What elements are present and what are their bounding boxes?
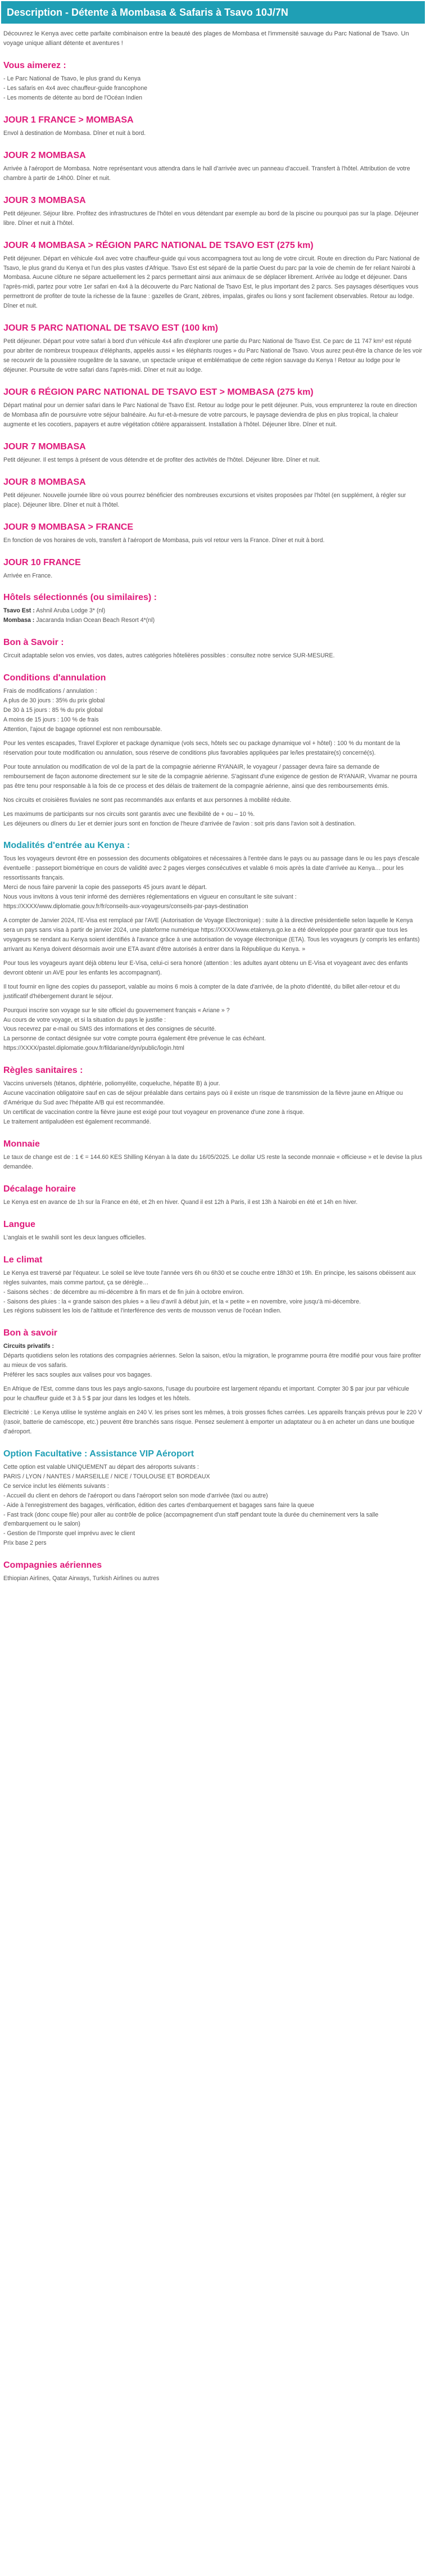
section-title: Compagnies aériennes	[3, 1560, 102, 1571]
list-item: Ce service inclut les éléments suivants :	[3, 1482, 109, 1490]
section-title: Décalage horaire	[3, 1184, 76, 1194]
section-text: Le Kenya est en avance de 1h sur la France en été, et 2h en hiver. Quand il est 12h à Paris, il est 13h à Nairobi en été et 14h en hiver.	[3, 1198, 358, 1206]
hotel-label: Tsavo Est :	[3, 607, 35, 615]
day-text: Petit déjeuner. Il est temps à présent de vous détendre et de profiter des activités de l'hôtel. Déjeuner libre. Dîner et nuit.	[3, 456, 320, 463]
list-item: A moins de 15 jours : 100 % de frais	[3, 716, 99, 724]
list-item: - Aide à l'enregistrement des bagages, vérification, édition des cartes d'embarquement et bagages sans faire la queue	[3, 1501, 314, 1509]
text-label: Circuits privatifs :	[3, 1343, 55, 1350]
section-text	[1, 1342, 425, 1380]
section-hotels	[1, 593, 425, 625]
section-annulation	[1, 673, 425, 828]
section-text: Pour toute annulation ou modification de vol de la part de la compagnie aérienne RYANAIR, le voyageur / passager devra faire sa demande de remboursement de façon autonome directement sur le site de la compagnie aérienne. S'agissant d'une exigence de gestion de RYANAIR, Vivamar ne pourra pas être tenu pour responsable à la fois de ce process et des délais de traitement de la compagnie aérienne, ainsi que des remboursements émis.	[3, 763, 418, 790]
section-sanitaires	[1, 1066, 425, 1127]
hotel-value: Jacaranda Indian Ocean Beach Resort 4*(nl)	[34, 617, 155, 624]
ariane-link[interactable]: https://XXXX/pastel.diplomatie.gouv.fr/fildariane/dyn/public/login.html	[3, 1045, 184, 1052]
day-text: Départ matinal pour un dernier safari dans le Parc National de Tsavo Est. Retour au lodge pour le petit déjeuner. Puis, vous emprunterez la route en direction de Mombasa afin de poursuivre votre séjour balnéaire. Au fur-et-à-mesure de votre parcours, le paysage deviendra de plus en plus tropical, la chaleur augmente et les cocotiers, papayers et autre végétation côtière apparaissent. Installation à l'hôtel. Déjeuner libre. Dîner et nuit.	[3, 401, 417, 428]
aimerez-list	[1, 74, 425, 103]
day-text: Petit déjeuner. Séjour libre. Profitez des infrastructures de l'hôtel en vous détendant par exemple au bord de la piscine ou pourquoi pas sur la plage. Déjeuner libre. Dîner et nuit à l'hôtel.	[3, 210, 419, 227]
day-text: En fonction de vos horaires de vols, transfert à l'aéroport de Mombasa, puis vol retour vers la France. Dîner et nuit à bord.	[3, 536, 325, 544]
section-climat	[1, 1255, 425, 1316]
list-item: Attention, l'ajout de bagage optionnel est non remboursable.	[3, 726, 162, 733]
section-text	[1, 854, 425, 912]
day-2	[1, 151, 425, 183]
page-title-banner: Description - Détente à Mombasa & Safaris à Tsavo 10J/7N	[1, 1, 425, 24]
annulation-list	[1, 687, 425, 734]
day-title: JOUR 5 PARC NATIONAL DE TSAVO EST (100 km)	[3, 323, 218, 333]
section-vip	[1, 1449, 425, 1548]
section-text	[1, 1079, 425, 1127]
text-line: Départs quotidiens selon les rotations des compagnies aériennes. Selon la saison, et/ou la migration, le programme pourra être modifié pour vous faire profiter au mieux de vos safaris.	[3, 1352, 422, 1369]
text-line: Le traitement antipaludéen est également recommandé.	[3, 1118, 151, 1126]
hotel-value: Ashnil Aruba Lodge 3* (nl)	[34, 607, 106, 615]
list-item: - Gestion de l'Imporste quel imprévu avec le client	[3, 1530, 135, 1537]
text-line: Le Kenya est traversé par l'équateur. Le soleil se lève toute l'année vers 6h ou 6h30 et se couche entre 18h30 et 19h. En principe, les saisons obéissent aux règles suivantes, mais comme partout, ça se dérègle…	[3, 1269, 416, 1286]
section-text: En Afrique de l'Est, comme dans tous les pays anglo-saxons, l'usage du pourboire est largement répandu et important. Compter 30 $ par jour par véhicule pour le chauffeur guide et 3 à 5 $ par jour dans les lodges et les hôtels.	[3, 1386, 409, 1402]
text-line: Nous vous invitons à vous tenir informé des dernières réglementations en vigueur en consultant le site suivant : https://XXXX/www.diplomatie.gouv.fr/fr/conseils-aux-voyageurs/conseils-par-pays-destination	[3, 894, 297, 910]
text-line: Tous les voyageurs devront être en possession des documents obligatoires et nécessaires à l'entrée dans le pays ou au passage dans le ou les pays d'escale éventuelle : passeport biométrique en cours de validité avec 2 pages vierges consécutives et valable 6 mois après la date d'arrivée au Kenya… pour les ressortissants français.	[3, 855, 420, 882]
section-title: Modalités d'entrée au Kenya :	[3, 841, 130, 851]
section-bon-savoir	[1, 638, 425, 661]
hotels-text	[1, 606, 425, 625]
section-text: Circuit adaptable selon vos envies, vos dates, autres catégories hôtelières possibles : consultez notre service SUR-MESURE.	[3, 652, 335, 660]
day-title: JOUR 4 MOMBASA > RÉGION PARC NATIONAL DE TSAVO EST (275 km)	[3, 240, 314, 250]
day-title: JOUR 8 MOMBASA	[3, 477, 86, 487]
day-10	[1, 558, 425, 581]
day-text: Petit déjeuner. Nouvelle journée libre où vous pourrez bénéficier des nombreuses excursions et visites proposées par l'hôtel (en supplément, à régler sur place). Déjeuner libre. Dîner et nuit à l'hôtel.	[3, 491, 406, 508]
text-line: Merci de nous faire parvenir la copie des passeports 45 jours avant le départ.	[3, 884, 207, 891]
day-8	[1, 477, 425, 510]
section-monnaie	[1, 1139, 425, 1172]
section-text: Electricité : Le Kenya utilise le système anglais en 240 V. les prises sont les mêmes, à trois grosses fiches carrées. Les appareils français prévus pour le 220 V (rasoir, batterie de caméscope, etc.) peuvent être branchés sans risque. Pensez seulement à emporter un adaptateur ou à en acheter un dans une boutique d'aéroport.	[3, 1409, 423, 1435]
section-text: A compter de Janvier 2024, l'E-Visa est remplacé par l'AVE (Autorisation de Voyage Electronique) : suite à la directive présidentielle selon laquelle le Kenya sera un pays sans visa à partir de janvier 2024, une plateforme numérique https://XXXX/www.etakenya.go.ke a été développée pour garantir que tous les voyageurs se rendant au Kenya soient identifiés à l'avance grâce à une autorisation de voyage électronique (ETA). Tous les voyageurs (y compris les enfants) arrivant au Kenya doivent désormais avoir une ETA avant d'être autorisés à entrer dans la République du Kenya. »	[3, 917, 420, 953]
section-modalites	[1, 841, 425, 1053]
section-bon-savoir-2	[1, 1328, 425, 1436]
section-title: Bon à savoir	[3, 1328, 58, 1338]
day-4	[1, 241, 425, 312]
day-6	[1, 387, 425, 430]
section-title: Le climat	[3, 1255, 43, 1265]
text-line: Préférer les sacs souples aux valises pour vos bagages.	[3, 1372, 152, 1379]
list-item: A plus de 30 jours : 35% du prix global	[3, 697, 105, 705]
list-item: Frais de modifications / annulation :	[3, 688, 97, 695]
day-7	[1, 442, 425, 465]
section-text: Il tout fournir en ligne des copies du passeport, valable au moins 6 mois à compter de la date d'arrivée, de la photo d'identité, du billet aller-retour et du justificatif d'hébergement durant le séjour.	[3, 983, 400, 1000]
day-text: Petit déjeuner. Départ en véhicule 4x4 avec votre chauffeur-guide qui vous accompagnera tout au long de votre circuit. Route en direction du Parc National de Tsavo, le plus grand du Kenya et l'un des plus vastes d'Afrique. Tsavo Est est séparé de la partie Ouest du parc par la voie de chemin de fer reliant Nairobi à Mombasa. Aucune clôture ne sépare actuellement les 2 parcs permettant ainsi aux animaux de se déplacer librement. Arrivée au lodge et déjeuner. Dans l'après-midi, partez pour votre 1er safari en 4x4 à la découverte du Parc National de Tsavo Est, le plus important des 2 parcs. Ses paysages désertiques vous permettront de profiter de toute la richesse de la faune : gazelles de Grant, zèbres, impalas, girafes ou lions y sont facilement observables. Retour au lodge. Dîner et nuit.	[3, 255, 420, 310]
section-vous-aimerez	[1, 61, 425, 103]
text-line: Au cours de votre voyage, et si la situation du pays le justifie :	[3, 1016, 166, 1023]
list-item: PARIS / LYON / NANTES / MARSEILLE / NICE / TOULOUSE ET BORDEAUX	[3, 1473, 210, 1480]
text-line: La personne de contact désignée sur votre compte pourra également être prévenue le cas échéant.	[3, 1035, 266, 1043]
day-title: JOUR 7 MOMBASA	[3, 441, 86, 452]
vip-list	[1, 1463, 425, 1548]
hotel-label: Mombasa :	[3, 617, 35, 624]
text-line: Vous recevrez par e-mail ou SMS des informations et des consignes de sécurité.	[3, 1026, 216, 1033]
section-title: Bon à Savoir :	[3, 638, 64, 648]
section-title: Option Facultative : Assistance VIP Aéroport	[3, 1449, 194, 1459]
list-item: Cette option est valable UNIQUEMENT au départ des aéroports suivants :	[3, 1463, 199, 1470]
list-item: - Le Parc National de Tsavo, le plus grand du Kenya	[3, 75, 141, 83]
section-text: L'anglais et le swahili sont les deux langues officielles.	[3, 1234, 146, 1241]
text-line: - Saisons sèches : de décembre au mi-décembre à fin mars et de fin juin à octobre environ.	[3, 1288, 244, 1296]
list-item: Prix base 2 pers	[3, 1540, 47, 1547]
text-line: Pourquoi inscrire son voyage sur le site officiel du gouvernement français « Ariane » ?	[3, 1007, 230, 1014]
section-text	[1, 1269, 425, 1316]
section-compagnies	[1, 1560, 425, 1584]
day-title: JOUR 3 MOMBASA	[3, 195, 86, 205]
section-text	[1, 1006, 425, 1054]
text-line: Vaccins universels (tétanos, diphtérie, poliomyélite, coqueluche, hépatite B) à jour.	[3, 1080, 220, 1088]
day-text: Arrivée en France.	[3, 572, 53, 579]
text-line: Les maximums de participants sur nos circuits sont garantis avec une flexibilité de + ou – 10 %.	[3, 810, 255, 818]
list-item: De 30 à 15 jours : 85 % du prix global	[3, 707, 103, 714]
section-text	[1, 810, 425, 829]
page	[0, 1, 426, 1618]
day-title: JOUR 2 MOMBASA	[3, 150, 86, 160]
section-text: Nos circuits et croisières fluviales ne sont pas recommandés aux enfants et aux personnes à mobilité réduite.	[3, 796, 292, 804]
section-langue	[1, 1220, 425, 1243]
text-line: Les régions subissent les lois de l'altitude et l'interférence des vents de mousson venus de l'océan Indien.	[3, 1307, 282, 1315]
section-title: Hôtels sélectionnés (ou similaires) :	[3, 593, 157, 603]
day-text: Petit déjeuner. Départ pour votre safari à bord d'un véhicule 4x4 afin d'explorer une partie du Parc National de Tsavo Est. Ce parc de 11 747 km² est réputé pour abriter de nombreux troupeaux d'éléphants, appelés aussi « les éléphants rouges » du Parc National de Tsavo. Vous aurez peut-être la chance de les voir se recouvrir de la poussière rougeâtre de la savane, un spectacle unique et emblématique de cette région sauvage du Kenya ! Retour au lodge pour le déjeuner. Poursuite de votre safari dans l'après-midi. Dîner et nuit au lodge.	[3, 338, 423, 374]
section-title: Monnaie	[3, 1139, 40, 1149]
day-3	[1, 196, 425, 228]
text-line: - Saisons des pluies : la « grande saison des pluies » a lieu d'avril à début juin, et la « petite » en novembre, voire jusqu'à mi-décembre.	[3, 1298, 361, 1305]
day-1	[1, 115, 425, 138]
day-title: JOUR 6 RÉGION PARC NATIONAL DE TSAVO EST > MOMBASA (275 km)	[3, 387, 314, 397]
day-9	[1, 522, 425, 545]
section-title: Règles sanitaires :	[3, 1066, 83, 1076]
day-title: JOUR 1 FRANCE > MOMBASA	[3, 115, 134, 125]
list-item: - Fast track (donc coupe file) pour aller au contrôle de police (accompagnement d'un staff pendant toute la durée du cheminement vers la salle d'embarquement ou le salon)	[3, 1511, 379, 1528]
section-text: Le taux de change est de : 1 € = 144.60 KES Shilling Kényan à la date du 16/05/2025. Le dollar US reste la seconde monnaie « officieuse » et le devise la plus demandée.	[3, 1153, 423, 1170]
text-line: Les déjeuners ou dîners du 1er et dernier jours sont en fonction de l'heure d'arrivée de l'avion : soit pris dans l'avion soit à destination.	[3, 820, 356, 827]
day-title: JOUR 9 MOMBASA > FRANCE	[3, 522, 133, 532]
text-line: Aucune vaccination obligatoire sauf en cas de séjour préalable dans certains pays où il existe un risque de transmission de la fièvre jaune en Afrique ou d'Amérique du Sud avec l'hépatite A/B qui est recommandée.	[3, 1090, 403, 1107]
section-text: Pour les ventes escapades, Travel Explorer et package dynamique (vols secs, hôtels sec ou package dynamique vol + hôtel) : 100 % du montant de la réservation pour toute modification ou annulation, sous réserve de conditions plus favorables appliquées par le/les prestataire(s) concerné(s).	[3, 739, 400, 756]
list-item: - Les moments de détente au bord de l'Océan Indien	[3, 94, 143, 101]
list-item: - Accueil du client en dehors de l'aéroport ou dans l'aéroport selon son mode d'arrivée (taxi ou autre)	[3, 1492, 268, 1499]
day-text: Envol à destination de Mombasa. Dîner et nuit à bord.	[3, 129, 146, 137]
list-item: - Les safaris en 4x4 avec chauffeur-guide francophone	[3, 85, 147, 92]
section-title: Conditions d'annulation	[3, 673, 106, 683]
section-text: Pour tous les voyageurs ayant déjà obtenu leur E-Visa, celui-ci sera honoré (attention : les adultes ayant obtenu un E-Visa et voyageant avec des enfants devront obtenir un AVE pour les enfants les accompagnant).	[3, 959, 408, 976]
day-5	[1, 323, 425, 375]
day-text: Arrivée à l'aéroport de Mombasa. Notre représentant vous attendra dans le hall d'arrivée avec un panneau d'accueil. Transfert à l'hôtel. Attribution de votre chambre à partir de 14h00. Dîner et nuit.	[3, 165, 410, 182]
section-title: Vous aimerez :	[3, 61, 66, 71]
section-decalage	[1, 1184, 425, 1207]
section-title: Langue	[3, 1219, 35, 1229]
day-title: JOUR 10 FRANCE	[3, 557, 81, 567]
text-line: Un certificat de vaccination contre la fièvre jaune est exigé pour tout voyageur en provenance d'une zone à risque.	[3, 1109, 305, 1116]
intro-text: Découvrez le Kenya avec cette parfaite combinaison entre la beauté des plages de Mombasa et l'immensité sauvage du Parc National de Tsavo. Un voyage unique alliant détente et aventures !	[3, 30, 409, 47]
section-text: Ethiopian Airlines, Qatar Airways, Turkish Airlines ou autres	[3, 1575, 160, 1582]
